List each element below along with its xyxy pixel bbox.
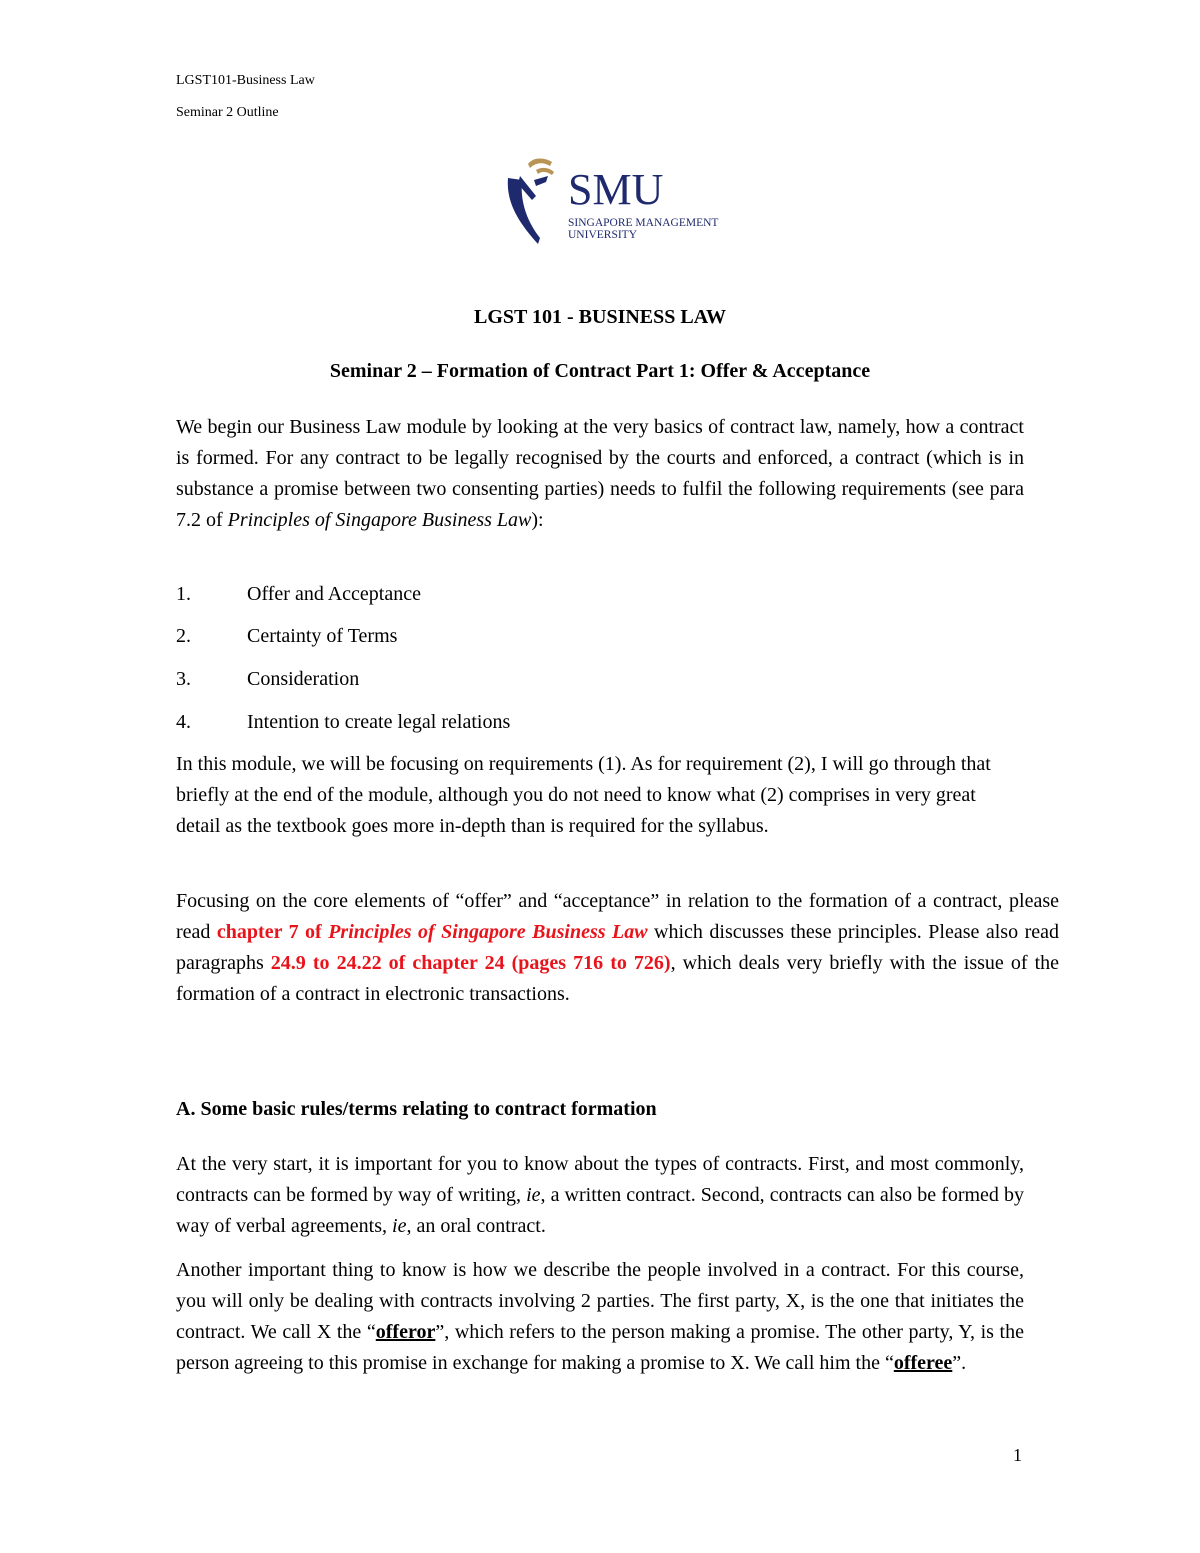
offeror-term: offeror — [375, 1321, 436, 1343]
seminar-subtitle: Seminar 2 – Formation of Contract Part 1: Offer & Acceptance — [329, 360, 871, 382]
logo-wordmark: SMU — [568, 165, 664, 214]
header-outline: Seminar 2 Outline — [176, 105, 279, 120]
book-title: Principles of Singapore Business Law — [227, 509, 532, 531]
types-paragraph: At the very start, it is important for you to know about the types of contracts. First, and most commonly, contracts can be formed by way of writing, ie, a written contract. Second, contracts can also be formed by way of verbal agreements, ie, an oral contract. — [176, 1153, 1025, 1237]
intro-paragraph: We begin our Business Law module by looking at the very basics of contract law, namely, how a contract is formed. For any contract to be legally recognised by the courts and enforced, a contract (which is in substance a promise between two consenting parties) needs to fulfil the following requirements (see para 7.2 of Principles of Singapore Business Law): — [176, 416, 1024, 531]
parties-paragraph: Another important thing to know is how we describe the people involved in a contract. For this course, you will only be dealing with contracts involving 2 parties. The first party, X, is the one that initiates the contract. We call X the “offeror”, which refers to the person making a promise. The other party, Y, is the person agreeing to this promise in exchange for making a promise to X. We call him the “offeree”. — [176, 1259, 1024, 1374]
smu-logo — [500, 140, 730, 252]
focus-paragraph: In this module, we will be focusing on requirements (1). As for requirement (2), I will go through that briefly at the end of the module, although you do not need to know what (2) comprises in very great detail as the textbook goes more in-depth than is required for the syllabus. — [176, 753, 991, 837]
page-number: 1 — [1013, 1445, 1022, 1465]
section-a-heading: A. Some basic rules/terms relating to contract formation — [176, 1098, 657, 1120]
logo-line2: UNIVERSITY — [568, 229, 637, 241]
book-reference: Principles of Singapore Business Law — [328, 921, 648, 943]
header-course: LGST101-Business Law — [176, 73, 315, 88]
smu-crest-icon — [500, 140, 730, 252]
chapter-reference: chapter 7 of — [216, 921, 329, 943]
offeree-term: offeree — [893, 1352, 953, 1374]
logo-line1: SINGAPORE MANAGEMENT — [568, 217, 719, 229]
reading-paragraph: Focusing on the core elements of “offer” and “acceptance” in relation to the formation of a contract, please read chapter 7 of Principles of Singapore Business Law which discusses these principles. Please also read paragraphs 24.9 to 24.22 of chapter 24 (pages 716 to 726), which deals very briefly with the issue of the formation of a contract in electronic transactions. — [176, 890, 1059, 1005]
pages-reference: 24.9 to 24.22 of chapter 24 (pages 716 to 726) — [270, 952, 671, 974]
document-title: LGST 101 - BUSINESS LAW — [474, 306, 726, 328]
